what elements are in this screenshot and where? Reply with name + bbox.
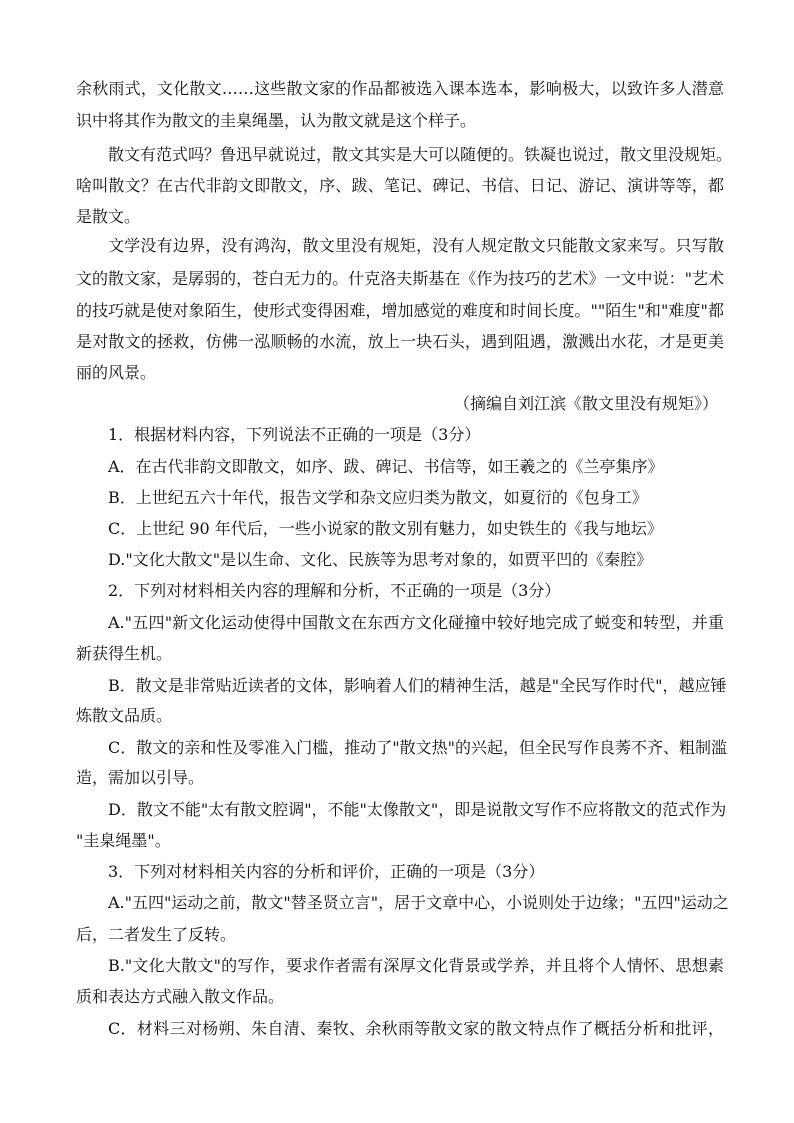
paragraph-line: 文的散文家，是孱弱的，苍白无力的。什克洛夫斯基在《作为技巧的艺术》一文中说："艺术 [76,269,724,288]
question-2-option-c: C．散文的亲和性及零准入门槛，推动了"散文热"的兴起，但全民写作良莠不齐、粗制滥 [108,738,727,757]
question-2-option-a: A."五四"新文化运动使得中国散文在东西方文化碰撞中较好地完成了蜕变和转型，并重 [108,613,724,632]
question-2-stem: 2．下列对材料相关内容的理解和分析，不正确的一项是（3分） [108,581,561,600]
paragraph-line: 啥叫散文？在古代非韵文即散文，序、跋、笔记、碑记、书信、日记、游记、演讲等等，都 [76,176,724,195]
question-3-option-b: B."文化大散文"的写作，要求作者需有深厚文化背景或学养，并且将个人情怀、思想素 [108,956,724,975]
paragraph-line: 识中将其作为散文的圭臬绳墨，认为散文就是这个样子。 [76,111,477,130]
question-3-option-a: A."五四"运动之前，散文"替圣贤立言"，居于文章中心，小说则处于边缘；"五四"运动之 [108,893,729,912]
question-3-stem: 3．下列对材料相关内容的分析和评价，正确的一项是（3分） [108,862,545,881]
question-3-option-a-cont: 后，二者发生了反转。 [76,925,237,944]
paragraph-line: 是散文。 [76,207,141,226]
paragraph-line: 散文有范式吗？鲁迅早就说过，散文其实是大可以随便的。铁凝也说过，散文里没规矩。 [108,145,733,164]
paragraph-line: 文学没有边界，没有鸿沟，散文里没有规矩，没有人规定散文只能散文家来写。只写散 [108,236,724,255]
question-3-option-b-cont: 质和表达方式融入散文作品。 [76,987,285,1006]
question-1-option-b: B．上世纪五六十年代，报告文学和杂文应归类为散文，如夏衍的《包身工》 [108,488,648,507]
question-1-option-c: C．上世纪 90 年代后，一些小说家的散文别有魅力，如史铁生的《我与地坛》 [108,519,663,538]
paragraph-line: 丽的风景。 [76,363,157,382]
question-2-option-c-cont: 造，需加以引导。 [76,768,205,787]
source-citation: （摘编自刘江滨《散文里没有规矩》） [453,394,718,413]
question-2-option-b: B．散文是非常贴近读者的文体，影响着人们的精神生活，越是"全民写作时代"，越应锤 [108,676,727,695]
paragraph-line: 余秋雨式，文化散文……这些散文家的作品都被选入课本选本，影响极大，以致许多人潜意 [76,79,724,98]
question-1-option-d: D."文化大散文"是以生命、文化、民族等为思考对象的，如贾平凹的《秦腔》 [108,550,653,569]
paragraph-line: 是对散文的拯救，仿佛一泓顺畅的水流，放上一块石头，遇到阻遇，激溅出水花，才是更美 [76,332,724,351]
question-2-option-d: D．散文不能"太有散文腔调"，不能"太像散文"，即是说散文写作不应将散文的范式作为 [108,800,727,819]
question-2-option-b-cont: 炼散文品质。 [76,706,173,725]
question-3-option-c: C．材料三对杨朔、朱自清、秦牧、余秋雨等散文家的散文特点作了概括分析和批评， [108,1019,724,1038]
question-1-stem: 1．根据材料内容，下列说法不正确的一项是（3分） [108,425,481,444]
paragraph-line: 的技巧就是使对象陌生，使形式变得困难，增加感觉的难度和时间长度。""陌生"和"难度"都 [76,301,724,320]
question-2-option-d-cont: "圭臬绳墨"。 [76,831,171,850]
question-1-option-a: A．在古代非韵文即散文，如序、跋、碑记、书信等，如王羲之的《兰亭集序》 [108,457,664,476]
question-2-option-a-cont: 新获得生机。 [76,644,173,663]
